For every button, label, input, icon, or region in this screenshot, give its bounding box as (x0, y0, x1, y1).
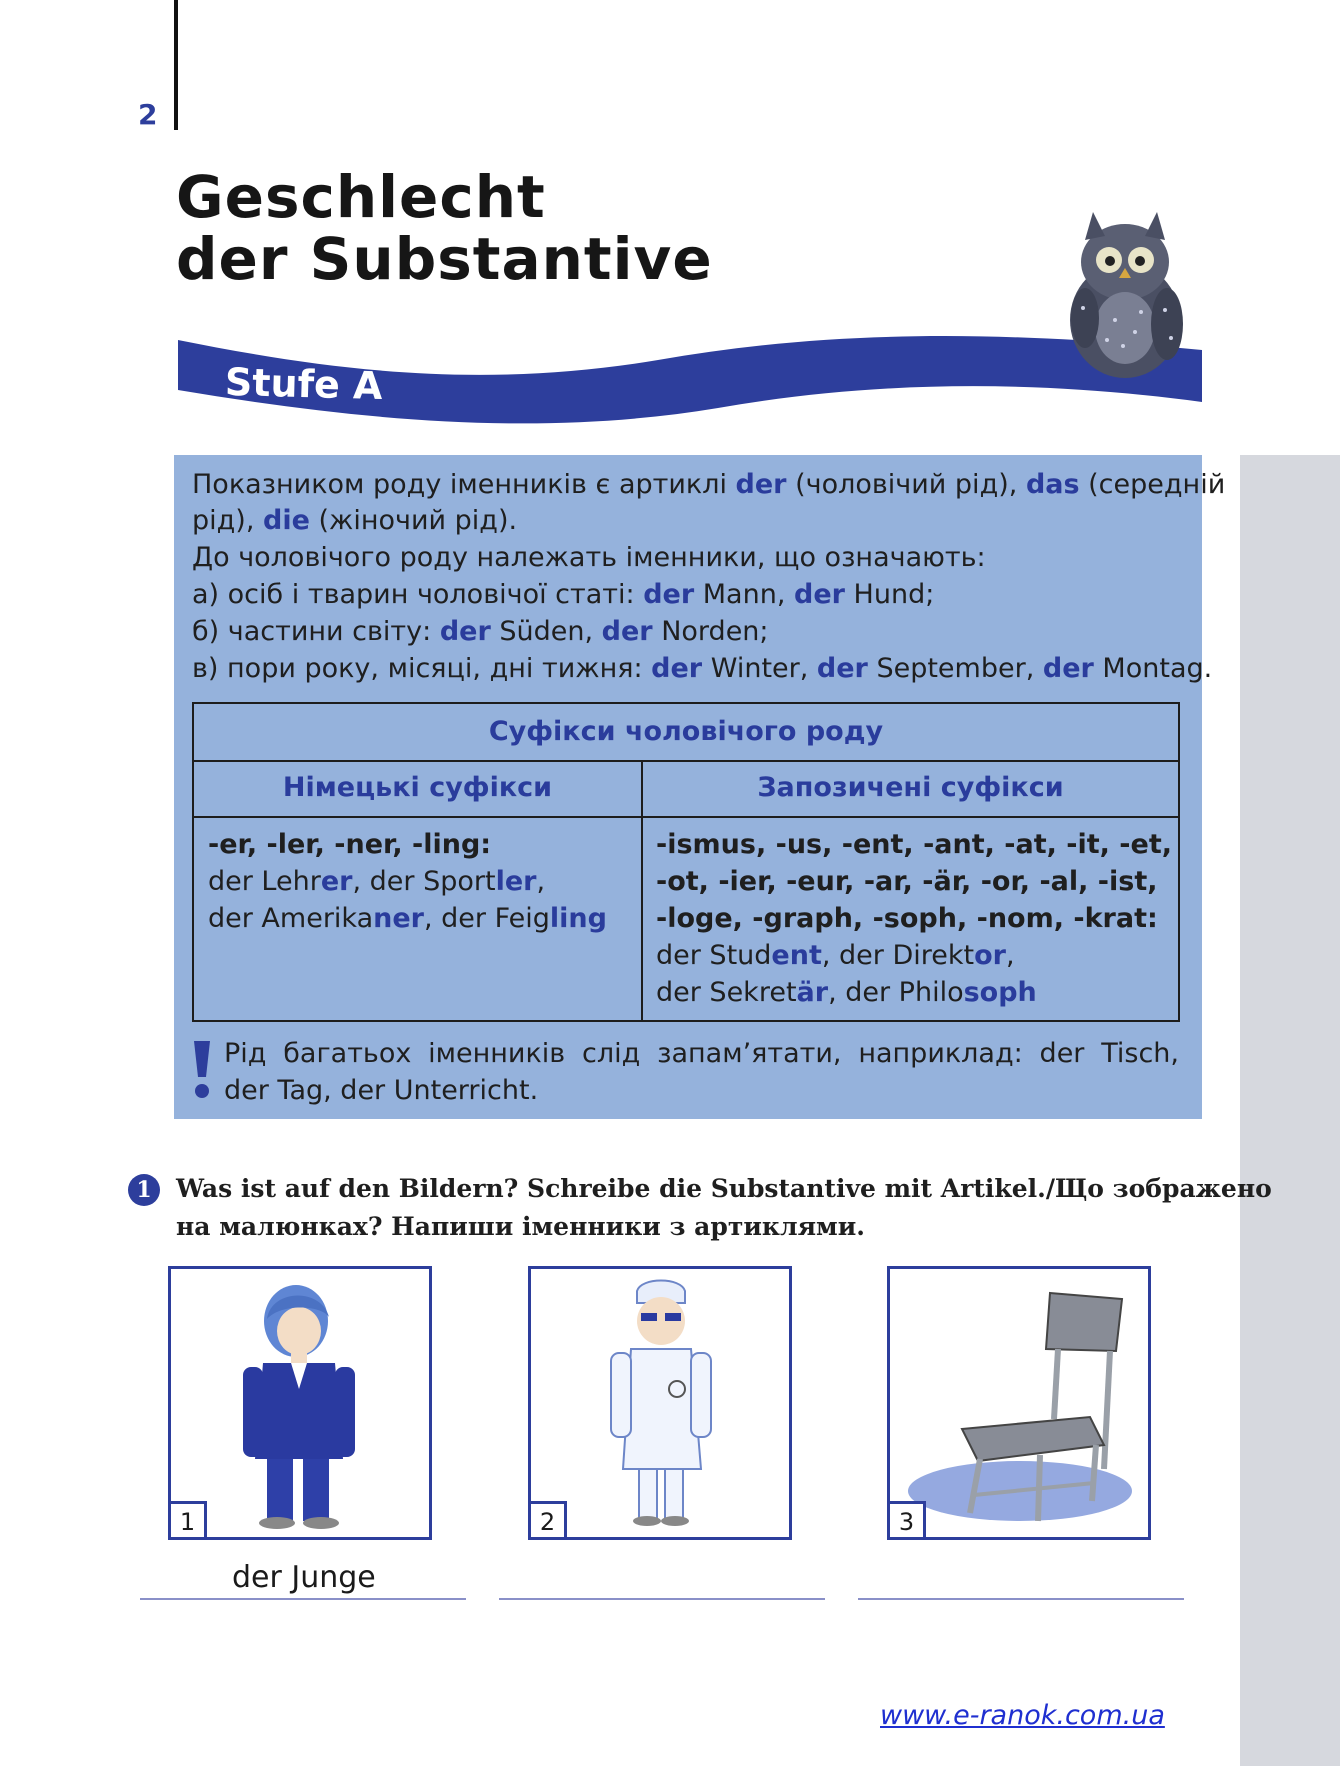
task-instruction-line-2: на малюнках? Напиши іменники з артиклями. (176, 1212, 866, 1241)
article-der: der (651, 653, 703, 684)
example-suffix: er (320, 866, 353, 897)
picture-chair (887, 1266, 1151, 1540)
example-text: , der Feig (423, 903, 550, 934)
chair-illustration (890, 1269, 1148, 1537)
german-example-1 (208, 863, 545, 900)
example-text: , der Sport (352, 866, 496, 897)
info-text: Показником роду іменників є артиклі (192, 469, 736, 500)
article-der: der (643, 579, 695, 610)
info-line-4 (192, 577, 1192, 613)
borrowed-suffixes-2: -ot, -ier, -eur, -ar, -är, -or, -al, -ist, (656, 866, 1158, 897)
borrowed-suffixes-1: -ismus, -us, -ent, -ant, -at, -it, -et, (656, 829, 1172, 860)
picture-number: 1 (171, 1501, 207, 1537)
picture-boy (168, 1266, 432, 1540)
info-text: Winter, (702, 653, 817, 684)
answer-line-1[interactable] (140, 1598, 466, 1600)
example-text: , der Philo (828, 977, 964, 1008)
suffix-table-title: Суфікси чоловічого роду (194, 704, 1178, 762)
article-das: das (1025, 469, 1080, 500)
article-der: der (601, 616, 653, 647)
info-text: September, (867, 653, 1043, 684)
picture-doctor (528, 1266, 792, 1540)
example-suffix: or (974, 940, 1006, 971)
article-der: der (439, 616, 491, 647)
info-text: б) частини світу: (192, 616, 440, 647)
example-suffix: soph (963, 977, 1037, 1008)
website-link[interactable]: www.e-ranok.com.ua (880, 1700, 1165, 1731)
info-text: в) пори року, місяці, дні тижня: (192, 653, 652, 684)
col-header-german: Німецькі суфікси (282, 772, 553, 803)
info-line-5 (192, 614, 1192, 650)
borrowed-example-1 (656, 937, 1015, 974)
column-divider (641, 760, 643, 1022)
info-text: а) осіб і тварин чоловічої статі: (192, 579, 644, 610)
example-suffix: är (796, 977, 829, 1008)
owl-illustration (1045, 200, 1195, 380)
borrowed-suffixes-3: -loge, -graph, -soph, -nom, -krat: (656, 903, 1158, 934)
answer-1: der Junge (232, 1560, 376, 1595)
picture-number: 3 (890, 1501, 926, 1537)
info-text: (жіночий рід). (309, 505, 518, 536)
example-text: , der Direkt (821, 940, 975, 971)
doctor-illustration (531, 1269, 789, 1537)
info-text: рід), (192, 505, 264, 536)
article-der: der (1042, 653, 1094, 684)
article-der: der (816, 653, 868, 684)
task-instruction-line-1: Was ist auf den Bildern? Schreibe die Substantive mit Artikel./Що зображено (176, 1174, 1272, 1203)
example-text: , (536, 866, 546, 897)
grammar-info-box (174, 455, 1226, 1119)
suffix-table (192, 702, 1180, 1022)
example-suffix: ent (771, 940, 822, 971)
info-text: Montag. (1093, 653, 1213, 684)
article-der: der (735, 469, 787, 500)
info-text: Mann, (694, 579, 794, 610)
title-line-1: Geschlecht (176, 163, 546, 231)
margin-rule (174, 0, 178, 130)
page-number: 2 (138, 98, 158, 131)
german-suffixes: -er, -ler, -ner, -ling: (208, 829, 492, 860)
boy-illustration (171, 1269, 429, 1537)
example-text: der Amerika (208, 903, 374, 934)
info-line-6 (192, 651, 1213, 687)
side-tab (1240, 455, 1340, 1766)
example-text: , (1005, 940, 1015, 971)
answer-line-2[interactable] (499, 1598, 825, 1600)
info-text: (середній (1079, 469, 1226, 500)
example-suffix: ler (495, 866, 537, 897)
borrowed-example-2 (656, 974, 1037, 1011)
page-title (176, 163, 713, 293)
answer-line-3[interactable] (858, 1598, 1184, 1600)
col-header-borrowed: Запозичені суфікси (757, 772, 1064, 803)
title-line-2: der Substantive (176, 225, 713, 293)
example-suffix: ling (549, 903, 607, 934)
example-text: der Sekret (656, 977, 797, 1008)
note-line-1: Рід багатьох іменників слід запам’ятати, наприклад: der Tisch, (224, 1038, 1179, 1069)
task-number-badge: 1 (128, 1174, 160, 1206)
info-line-2 (192, 503, 1192, 539)
article-der: der (794, 579, 845, 610)
info-line-1 (192, 467, 1226, 503)
example-text: der Stud (656, 940, 772, 971)
info-text: Süden, (490, 616, 602, 647)
info-line-3: До чоловічого роду належать іменники, що означають: (192, 542, 986, 573)
picture-number: 2 (531, 1501, 567, 1537)
info-text: (чоловічий рід), (786, 469, 1026, 500)
exclamation-icon (192, 1039, 212, 1099)
info-text: Hund; (844, 579, 935, 610)
level-label: Stufe A (224, 359, 384, 409)
article-die: die (263, 505, 310, 536)
info-text: Norden; (652, 616, 769, 647)
example-text: der Lehr (208, 866, 321, 897)
suffix-table-header-row (194, 760, 1178, 818)
german-example-2 (208, 900, 607, 937)
note-line-2: der Tag, der Unterricht. (224, 1075, 539, 1106)
example-suffix: ner (373, 903, 424, 934)
